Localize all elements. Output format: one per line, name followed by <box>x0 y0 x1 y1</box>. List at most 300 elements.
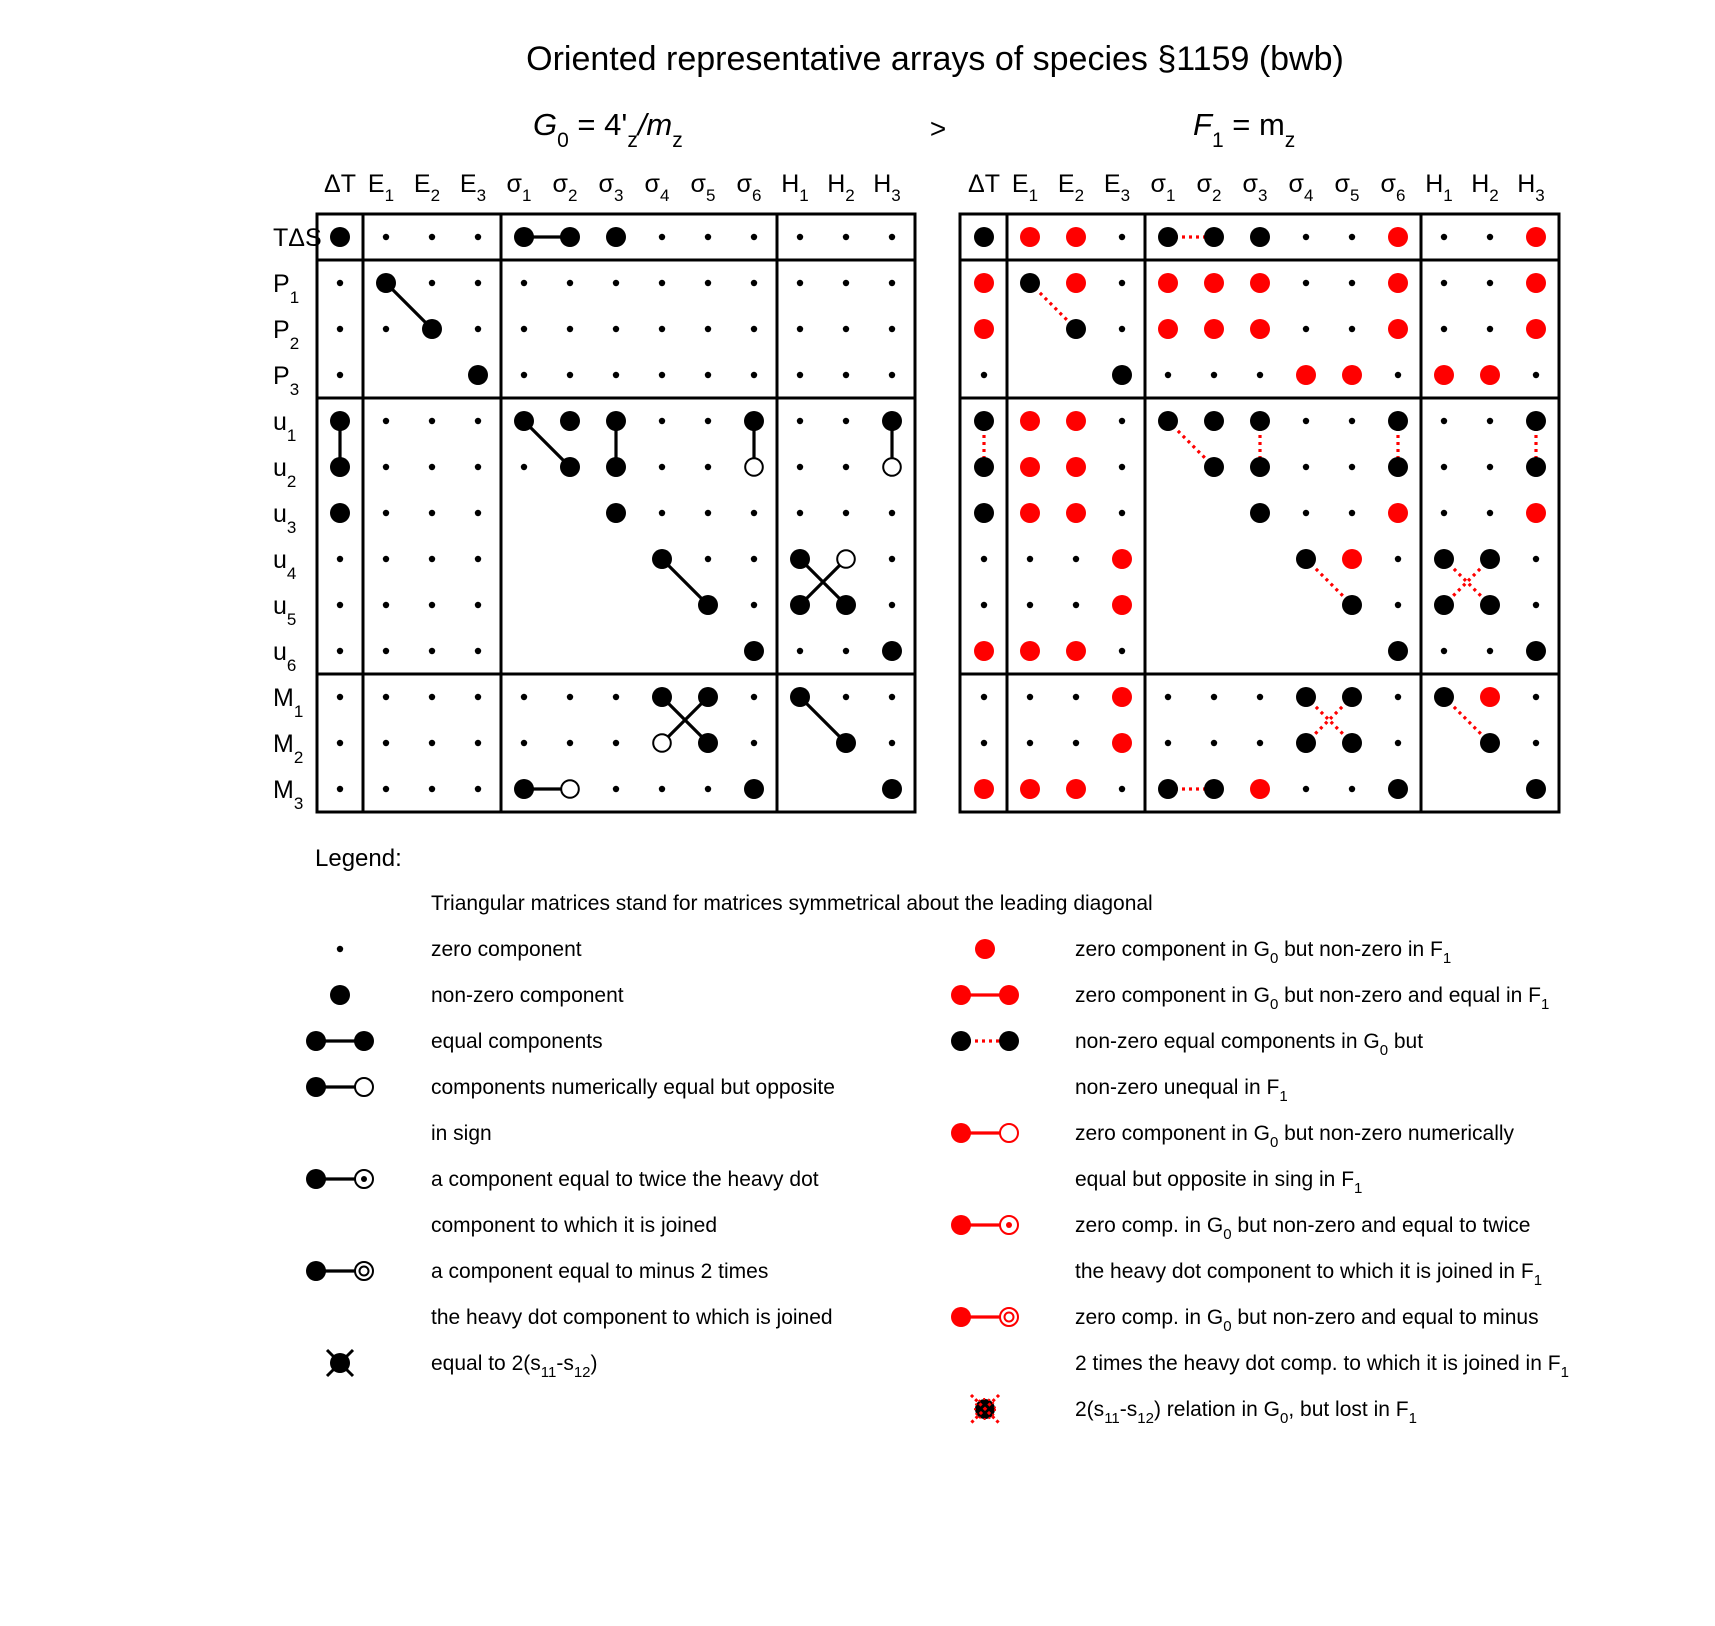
nonzero-component-dot <box>1066 319 1086 339</box>
nonzero-component-dot <box>514 227 534 247</box>
zero-component-dot <box>1027 602 1033 608</box>
new-nonzero-component-dot <box>1388 227 1408 247</box>
nonzero-component-dot <box>1526 641 1546 661</box>
zero-component-dot <box>1027 740 1033 746</box>
zero-component-dot <box>889 372 895 378</box>
row-label: $P_3$ <box>273 362 300 399</box>
zero-component-dot <box>521 280 527 286</box>
nonzero-component-dot <box>1296 549 1316 569</box>
zero-component-dot <box>705 418 711 424</box>
zero-component-dot <box>1533 740 1539 746</box>
nonzero-component-dot <box>560 457 580 477</box>
zero-component-dot <box>383 740 389 746</box>
nonzero-component-dot <box>744 411 764 431</box>
zero-component-dot <box>981 556 987 562</box>
new-nonzero-component-dot <box>1526 227 1546 247</box>
zero-component-dot <box>613 694 619 700</box>
zero-component-dot <box>1395 372 1401 378</box>
right-legend-text: equal but opposite in sing in $F_1$ <box>1075 1168 1363 1197</box>
column-header: $\sigma_3$ <box>1242 170 1268 205</box>
zero-component-dot <box>1211 372 1217 378</box>
zero-component-dot <box>429 556 435 562</box>
zero-component-dot <box>889 280 895 286</box>
nonzero-component-dot <box>606 227 626 247</box>
zero-component-dot <box>475 694 481 700</box>
nonzero-component-dot <box>882 779 902 799</box>
nonzero-component-dot <box>882 641 902 661</box>
zero-component-dot <box>751 326 757 332</box>
zero-component-dot <box>337 326 343 332</box>
zero-component-dot <box>705 464 711 470</box>
column-header: $H_3$ <box>873 170 901 205</box>
zero-component-dot <box>1349 786 1355 792</box>
zero-component-dot <box>705 510 711 516</box>
column-header: $\sigma_4$ <box>644 170 670 205</box>
zero-component-dot <box>475 556 481 562</box>
left-legend-text: components numerically equal but opposite <box>431 1076 835 1099</box>
new-nonzero-component-dot <box>1020 227 1040 247</box>
zero-component-dot <box>521 372 527 378</box>
zero-component-dot <box>1441 234 1447 240</box>
row-label: $u_5$ <box>273 592 297 629</box>
new-nonzero-component-dot <box>1020 779 1040 799</box>
red-dot-icon <box>975 939 995 959</box>
zero-component-dot <box>1533 694 1539 700</box>
nonzero-component-dot <box>468 365 488 385</box>
nonzero-component-dot <box>790 687 810 707</box>
column-header: $E_3$ <box>1103 170 1131 205</box>
column-header: $E_2$ <box>1057 170 1085 205</box>
small-dot-icon <box>337 946 343 952</box>
new-nonzero-component-dot <box>1250 273 1270 293</box>
right-array-label <box>1193 107 1295 152</box>
zero-component-dot <box>337 280 343 286</box>
new-nonzero-component-dot <box>1112 687 1132 707</box>
right-legend-text: $2(s_{11}-s_{12})$ relation in $G_0$, but lost in $F_1$ <box>1075 1398 1417 1427</box>
zero-component-dot <box>383 648 389 654</box>
zero-component-dot <box>1303 326 1309 332</box>
zero-component-dot <box>889 602 895 608</box>
nonzero-component-dot <box>1250 457 1270 477</box>
right-legend-text: zero comp. in $G_0$ but non-zero and equal to minus <box>1075 1306 1539 1335</box>
zero-component-dot <box>843 694 849 700</box>
left-legend-text: equal to $2(s_{11}-s_{12})$ <box>431 1352 598 1381</box>
nonzero-component-dot <box>1250 503 1270 523</box>
new-nonzero-component-dot <box>1020 457 1040 477</box>
zero-component-dot <box>337 786 343 792</box>
right-legend-text: non-zero equal components in $G_0$ but <box>1075 1030 1424 1059</box>
left-legend-text: a component equal to twice the heavy dot <box>431 1168 819 1191</box>
left-legend-text: the heavy dot component to which is joined <box>431 1306 833 1329</box>
zero-component-dot <box>1119 510 1125 516</box>
nonzero-component-dot <box>514 779 534 799</box>
zero-component-dot <box>659 464 665 470</box>
new-nonzero-component-dot <box>1066 227 1086 247</box>
nonzero-component-dot <box>1388 457 1408 477</box>
zero-component-dot <box>843 280 849 286</box>
zero-component-dot <box>797 418 803 424</box>
new-nonzero-component-dot <box>974 779 994 799</box>
row-label: $M_2$ <box>273 730 304 767</box>
zero-component-dot <box>659 326 665 332</box>
zero-component-dot <box>1487 418 1493 424</box>
zero-component-dot <box>475 740 481 746</box>
nonzero-component-dot <box>1204 457 1224 477</box>
zero-component-dot <box>1211 740 1217 746</box>
row-label: $P_2$ <box>273 316 300 353</box>
nonzero-component-dot <box>974 411 994 431</box>
right-legend-text: zero component in $G_0$ but non-zero numerically <box>1075 1122 1515 1151</box>
zero-component-dot <box>475 326 481 332</box>
zero-component-dot <box>475 280 481 286</box>
new-nonzero-component-dot <box>1526 503 1546 523</box>
zero-component-dot <box>475 648 481 654</box>
nonzero-component-dot <box>1204 411 1224 431</box>
new-nonzero-component-dot <box>1112 595 1132 615</box>
zero-component-dot <box>1487 648 1493 654</box>
column-header: ΔT <box>324 170 356 198</box>
zero-component-dot <box>429 464 435 470</box>
zero-component-dot <box>1487 464 1493 470</box>
zero-component-dot <box>705 372 711 378</box>
new-nonzero-component-dot <box>1066 641 1086 661</box>
zero-component-dot <box>1395 694 1401 700</box>
zero-component-dot <box>1533 556 1539 562</box>
left-legend-text: component to which it is joined <box>431 1214 717 1237</box>
left-array-mid: /m <box>637 107 673 142</box>
zero-component-dot <box>1395 556 1401 562</box>
zero-component-dot <box>475 464 481 470</box>
right-legend-text: zero component in $G_0$ but non-zero and equal in $F_1$ <box>1075 984 1550 1013</box>
nonzero-component-dot <box>744 641 764 661</box>
nonzero-component-dot <box>330 503 350 523</box>
left-array-eq: = 4' <box>568 107 628 142</box>
column-header: $\sigma_5$ <box>690 170 716 205</box>
row-label: $M_3$ <box>273 776 304 813</box>
nonzero-component-dot <box>744 779 764 799</box>
zero-component-dot <box>1487 234 1493 240</box>
big-dot-icon <box>330 985 350 1005</box>
zero-component-dot <box>889 556 895 562</box>
row-label: $u_2$ <box>273 454 297 491</box>
zero-component-dot <box>1165 740 1171 746</box>
left-array-symbol: G <box>533 107 558 142</box>
zero-component-dot <box>843 326 849 332</box>
zero-component-dot <box>889 234 895 240</box>
zero-component-dot <box>1441 510 1447 516</box>
zero-component-dot <box>889 694 895 700</box>
new-nonzero-component-dot <box>1020 503 1040 523</box>
nonzero-component-dot <box>1434 687 1454 707</box>
zero-component-dot <box>659 510 665 516</box>
new-nonzero-component-dot <box>1342 365 1362 385</box>
nonzero-component-dot <box>606 411 626 431</box>
column-header: $\sigma_2$ <box>552 170 578 205</box>
column-header: $E_2$ <box>413 170 441 205</box>
zero-component-dot <box>843 464 849 470</box>
dotted-pair-icon <box>951 1031 1019 1051</box>
new-nonzero-component-dot <box>1066 503 1086 523</box>
zero-component-dot <box>429 740 435 746</box>
opposite-sign-dot <box>653 734 671 752</box>
zero-component-dot <box>1395 602 1401 608</box>
zero-component-dot <box>659 280 665 286</box>
zero-component-dot <box>1119 280 1125 286</box>
zero-component-dot <box>1303 280 1309 286</box>
nonzero-component-dot <box>1250 227 1270 247</box>
nonzero-component-dot <box>1158 227 1178 247</box>
left-legend-text: equal components <box>431 1030 603 1053</box>
zero-component-dot <box>751 740 757 746</box>
nonzero-component-dot <box>698 687 718 707</box>
zero-component-dot <box>1303 234 1309 240</box>
zero-component-dot <box>751 234 757 240</box>
zero-component-dot <box>1349 464 1355 470</box>
nonzero-component-dot <box>1480 595 1500 615</box>
column-header: $\sigma_6$ <box>736 170 762 205</box>
zero-component-dot <box>337 602 343 608</box>
nonzero-component-dot <box>1388 779 1408 799</box>
zero-component-dot <box>1257 372 1263 378</box>
zero-component-dot <box>1073 602 1079 608</box>
zero-component-dot <box>981 602 987 608</box>
nonzero-component-dot <box>1250 411 1270 431</box>
nonzero-component-dot <box>1158 779 1178 799</box>
right-array-eq: = m <box>1223 107 1285 142</box>
zero-component-dot <box>797 510 803 516</box>
column-header: $H_2$ <box>1471 170 1499 205</box>
left-array-sub: 0 <box>557 129 569 152</box>
zero-component-dot <box>1119 786 1125 792</box>
nonzero-component-dot <box>1480 733 1500 753</box>
right-array-sub2: z <box>1284 129 1296 152</box>
nonzero-component-dot <box>1204 779 1224 799</box>
zero-component-dot <box>475 786 481 792</box>
left-legend-text: in sign <box>431 1122 492 1145</box>
zero-component-dot <box>613 786 619 792</box>
new-nonzero-component-dot <box>974 319 994 339</box>
zero-component-dot <box>1533 602 1539 608</box>
zero-component-dot <box>383 326 389 332</box>
zero-component-dot <box>1119 326 1125 332</box>
zero-component-dot <box>1533 372 1539 378</box>
left-array-label <box>533 107 683 152</box>
zero-component-dot <box>1349 418 1355 424</box>
new-nonzero-component-dot <box>1020 411 1040 431</box>
zero-component-dot <box>1073 556 1079 562</box>
column-header: $E_1$ <box>367 170 395 205</box>
new-nonzero-component-dot <box>974 273 994 293</box>
zero-component-dot <box>797 648 803 654</box>
zero-component-dot <box>797 326 803 332</box>
zero-component-dot <box>475 510 481 516</box>
zero-component-dot <box>1119 464 1125 470</box>
nonzero-component-dot <box>606 503 626 523</box>
nonzero-component-dot <box>790 595 810 615</box>
nonzero-component-dot <box>560 227 580 247</box>
zero-component-dot <box>843 510 849 516</box>
zero-component-dot <box>475 234 481 240</box>
zero-component-dot <box>981 372 987 378</box>
minus-two-pair-icon <box>306 1261 373 1281</box>
zero-component-dot <box>383 694 389 700</box>
zero-component-dot <box>429 510 435 516</box>
zero-component-dot <box>383 510 389 516</box>
zero-component-dot <box>705 786 711 792</box>
right-array-symbol: F <box>1193 107 1212 142</box>
zero-component-dot <box>1165 694 1171 700</box>
opposite-sign-dot <box>745 458 763 476</box>
nonzero-component-dot <box>1526 779 1546 799</box>
nonzero-component-dot <box>1480 549 1500 569</box>
new-nonzero-component-dot <box>1158 273 1178 293</box>
zero-component-dot <box>613 740 619 746</box>
new-nonzero-component-dot <box>1250 319 1270 339</box>
zero-component-dot <box>567 372 573 378</box>
nonzero-component-dot <box>1342 595 1362 615</box>
zero-component-dot <box>1487 510 1493 516</box>
new-nonzero-component-dot <box>1388 319 1408 339</box>
column-header: $H_1$ <box>781 170 809 205</box>
zero-component-dot <box>1257 694 1263 700</box>
left-array-sub3: z <box>672 129 683 152</box>
zero-component-dot <box>1303 418 1309 424</box>
nonzero-component-dot <box>698 595 718 615</box>
matrices <box>273 170 1559 813</box>
zero-component-dot <box>429 234 435 240</box>
zero-component-dot <box>659 786 665 792</box>
zero-component-dot <box>1257 740 1263 746</box>
row-label: $u_3$ <box>273 500 297 537</box>
nonzero-component-dot <box>1342 733 1362 753</box>
column-header: $H_2$ <box>827 170 855 205</box>
zero-component-dot <box>1211 694 1217 700</box>
zero-component-dot <box>1441 280 1447 286</box>
zero-component-dot <box>797 372 803 378</box>
zero-component-dot <box>1441 648 1447 654</box>
zero-component-dot <box>429 648 435 654</box>
nonzero-component-dot <box>330 411 350 431</box>
zero-component-dot <box>383 786 389 792</box>
legend-note: Triangular matrices stand for matrices symmetrical about the leading diagonal <box>431 892 1153 915</box>
zero-component-dot <box>475 418 481 424</box>
column-header: $E_1$ <box>1011 170 1039 205</box>
zero-component-dot <box>1349 326 1355 332</box>
new-nonzero-component-dot <box>1480 687 1500 707</box>
column-header: $\sigma_4$ <box>1288 170 1314 205</box>
legend <box>306 845 1569 1427</box>
zero-component-dot <box>843 234 849 240</box>
nonzero-component-dot <box>1158 411 1178 431</box>
nonzero-component-dot <box>974 457 994 477</box>
zero-component-dot <box>337 648 343 654</box>
new-nonzero-component-dot <box>1020 641 1040 661</box>
zero-component-dot <box>751 602 757 608</box>
zero-component-dot <box>843 372 849 378</box>
new-nonzero-component-dot <box>1112 733 1132 753</box>
zero-component-dot <box>521 694 527 700</box>
new-nonzero-component-dot <box>1066 411 1086 431</box>
zero-component-dot <box>567 326 573 332</box>
nonzero-component-dot <box>1526 457 1546 477</box>
lost-cross-dot-icon <box>971 1395 999 1423</box>
nonzero-component-dot <box>882 411 902 431</box>
zero-component-dot <box>521 464 527 470</box>
zero-component-dot <box>567 694 573 700</box>
zero-component-dot <box>1303 464 1309 470</box>
zero-component-dot <box>567 280 573 286</box>
right-legend-text: 2 times the heavy dot comp. to which it is joined in $F_1$ <box>1075 1352 1569 1381</box>
row-label: TΔS <box>273 224 322 252</box>
left-legend-text: a component equal to minus 2 times <box>431 1260 769 1283</box>
zero-component-dot <box>1441 418 1447 424</box>
zero-component-dot <box>429 786 435 792</box>
column-header: $\sigma_3$ <box>598 170 624 205</box>
nonzero-component-dot <box>1296 687 1316 707</box>
zero-component-dot <box>337 556 343 562</box>
column-header: $\sigma_1$ <box>1150 170 1176 205</box>
zero-component-dot <box>613 280 619 286</box>
zero-component-dot <box>797 280 803 286</box>
red-twice-pair-icon <box>951 1215 1018 1235</box>
new-nonzero-component-dot <box>1204 319 1224 339</box>
zero-component-dot <box>751 694 757 700</box>
zero-component-dot <box>1073 740 1079 746</box>
zero-component-dot <box>1349 234 1355 240</box>
zero-component-dot <box>843 648 849 654</box>
nonzero-component-dot <box>652 687 672 707</box>
zero-component-dot <box>567 740 573 746</box>
column-header: $H_3$ <box>1517 170 1545 205</box>
nonzero-component-dot <box>1388 411 1408 431</box>
new-nonzero-component-dot <box>1480 365 1500 385</box>
new-nonzero-component-dot <box>1158 319 1178 339</box>
nonzero-component-dot <box>836 733 856 753</box>
new-nonzero-component-dot <box>1066 273 1086 293</box>
cross-dot-icon <box>327 1350 353 1376</box>
nonzero-component-dot <box>1112 365 1132 385</box>
nonzero-component-dot <box>974 503 994 523</box>
column-header: $H_1$ <box>1425 170 1453 205</box>
column-header: $\sigma_5$ <box>1334 170 1360 205</box>
diagram-title: Oriented representative arrays of species §1159 (bwb) <box>526 40 1344 78</box>
zero-component-dot <box>659 372 665 378</box>
zero-component-dot <box>843 418 849 424</box>
zero-component-dot <box>429 280 435 286</box>
zero-component-dot <box>1073 694 1079 700</box>
zero-component-dot <box>337 694 343 700</box>
zero-component-dot <box>613 326 619 332</box>
zero-component-dot <box>475 602 481 608</box>
zero-component-dot <box>981 694 987 700</box>
nonzero-component-dot <box>606 457 626 477</box>
nonzero-component-dot <box>1434 549 1454 569</box>
legend-title: Legend: <box>315 845 402 872</box>
right-legend-text: the heavy dot component to which it is joined in $F_1$ <box>1075 1260 1543 1289</box>
zero-component-dot <box>705 234 711 240</box>
zero-component-dot <box>383 464 389 470</box>
nonzero-component-dot <box>330 457 350 477</box>
row-label: $u_4$ <box>273 546 297 583</box>
zero-component-dot <box>1165 372 1171 378</box>
right-legend-text: zero component in $G_0$ but non-zero in $F_1$ <box>1075 938 1452 967</box>
left-legend-text: non-zero component <box>431 984 624 1007</box>
zero-component-dot <box>1119 648 1125 654</box>
new-nonzero-component-dot <box>1526 319 1546 339</box>
nonzero-component-dot <box>514 411 534 431</box>
zero-component-dot <box>429 418 435 424</box>
row-label: $u_6$ <box>273 638 297 675</box>
